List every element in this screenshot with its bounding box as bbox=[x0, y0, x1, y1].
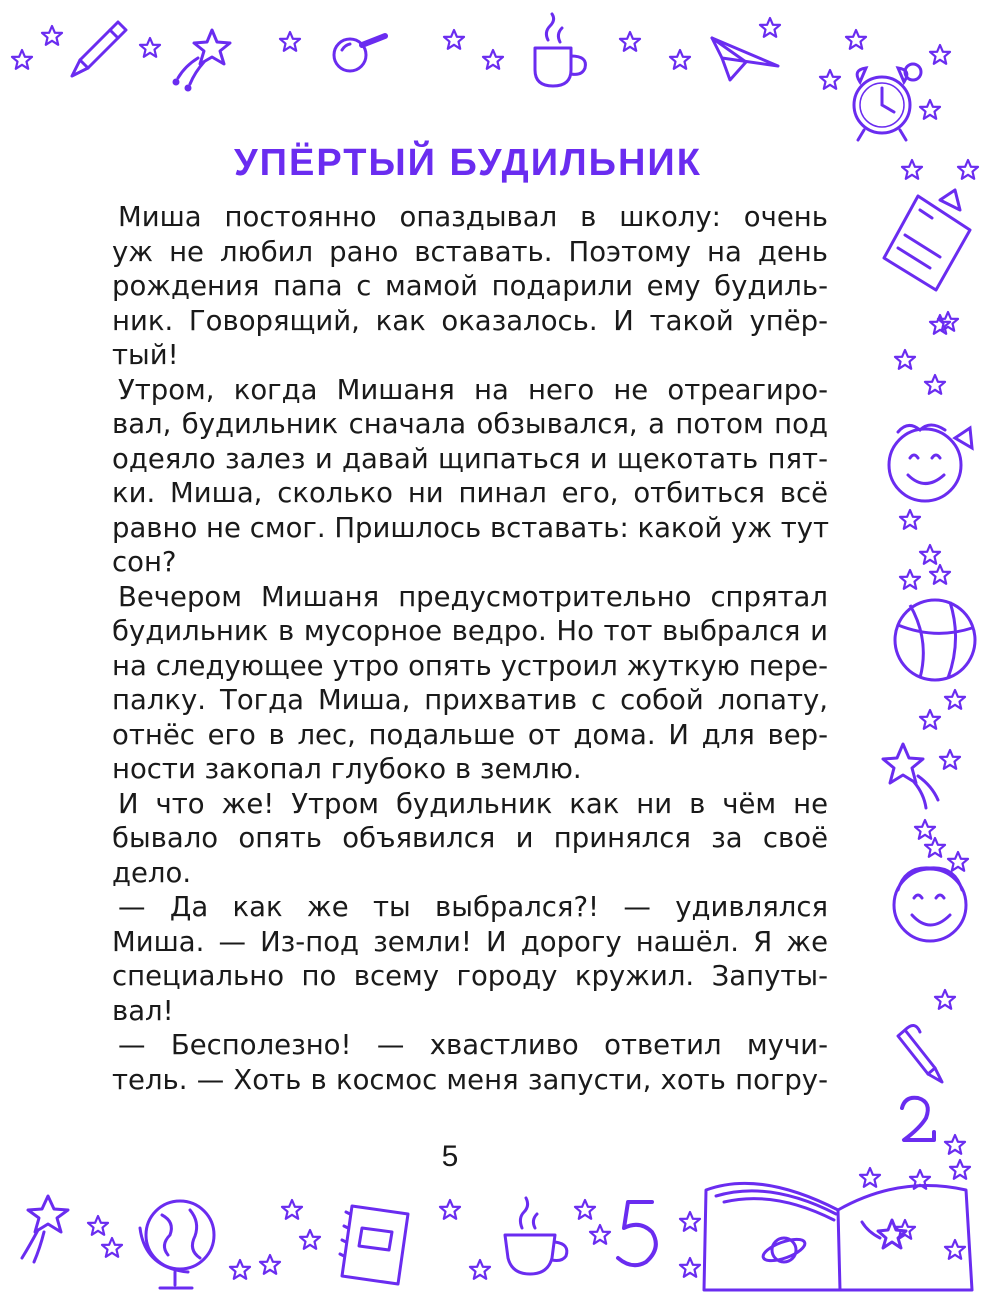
star-icon bbox=[930, 45, 950, 64]
text-line: вал, будильник сначала обзывался, а потом под bbox=[112, 408, 828, 440]
number-five-icon bbox=[618, 1202, 656, 1265]
text-line: на следующее утро опять устроил жуткую пере- bbox=[112, 649, 828, 682]
shooting-star-icon bbox=[22, 1196, 68, 1262]
text-line: Вечером Мишаня предусмотрительно спрятал bbox=[118, 580, 828, 613]
shooting-star-icon bbox=[883, 744, 938, 808]
star-icon bbox=[102, 1238, 122, 1257]
pen-icon bbox=[72, 22, 126, 76]
coffee-cup-icon bbox=[505, 1198, 567, 1274]
paragraph bbox=[112, 787, 828, 891]
star-icon bbox=[230, 1260, 250, 1279]
text-line: тый! bbox=[112, 339, 179, 371]
note-paper-icon bbox=[884, 190, 970, 290]
paragraph bbox=[112, 1028, 828, 1097]
star-icon bbox=[925, 375, 945, 394]
text-line: одеяло залез и давай щипаться и щекотать пят- bbox=[112, 442, 828, 475]
text-line: тель. — Хоть в космос меня запусти, хоть погру- bbox=[112, 1063, 828, 1096]
star-icon bbox=[12, 50, 32, 69]
star-icon bbox=[140, 38, 160, 57]
star-icon bbox=[440, 1200, 460, 1219]
star-icon bbox=[945, 1240, 965, 1259]
star-icon bbox=[895, 350, 915, 369]
boy-face-icon bbox=[894, 868, 966, 941]
star-icon bbox=[900, 510, 920, 529]
star-icon bbox=[945, 1135, 965, 1154]
text-line: ности закопал глубоко в землю. bbox=[112, 753, 582, 785]
star-icon bbox=[670, 50, 690, 69]
star-icon bbox=[680, 1212, 700, 1231]
text-line: И что же! Утром будильник как ни в чём не bbox=[118, 787, 828, 820]
text-line: уж не любил рано вставать. Поэтому на день bbox=[112, 235, 828, 268]
story-title: УПЁРТЫЙ БУДИЛЬНИК bbox=[234, 142, 702, 184]
paragraph bbox=[112, 890, 828, 1028]
text-line: Миша. — Из-под земли! И дорогу нашёл. Я же bbox=[112, 925, 828, 958]
text-line: рождения папа с мамой подарили ему будиль- bbox=[112, 270, 828, 302]
text-line: вал! bbox=[112, 994, 174, 1027]
star-icon bbox=[902, 160, 922, 179]
star-icon bbox=[945, 690, 965, 709]
star-icon bbox=[820, 70, 840, 89]
shooting-star-icon bbox=[174, 30, 230, 90]
star-icon bbox=[846, 30, 866, 49]
text-line: палку. Тогда Миша, прихватив с собой лопату, bbox=[112, 684, 828, 716]
star-icon bbox=[444, 30, 464, 49]
paragraph bbox=[112, 200, 828, 373]
star-icon bbox=[620, 32, 640, 51]
star-icon bbox=[915, 820, 935, 839]
notebook-icon bbox=[340, 1206, 408, 1284]
star-icon bbox=[900, 570, 920, 589]
star-icon bbox=[920, 100, 940, 119]
text-line: отнёс его в лес, подальше от дома. И для вер- bbox=[112, 718, 828, 751]
text-line: специально по всему городу кружил. Запуты- bbox=[112, 960, 828, 992]
star-icon bbox=[42, 26, 62, 45]
star-icon bbox=[575, 1200, 595, 1219]
text-line: бывало опять объявился и принялся за своё bbox=[112, 822, 828, 854]
open-book-icon bbox=[704, 1183, 972, 1290]
star-icon bbox=[590, 1225, 610, 1244]
text-line: — Бесполезно! — хвастливо ответил мучи- bbox=[118, 1029, 828, 1061]
paragraph bbox=[112, 373, 828, 580]
star-icon bbox=[680, 1258, 700, 1277]
star-icon bbox=[940, 750, 960, 769]
star-icon bbox=[88, 1216, 108, 1235]
star-icon bbox=[920, 545, 940, 564]
story-text bbox=[112, 200, 828, 1097]
text-line: сон? bbox=[112, 546, 177, 578]
star-icon bbox=[300, 1230, 320, 1249]
star-icon bbox=[930, 565, 950, 584]
magnifier-icon bbox=[334, 36, 385, 71]
text-line: — Да как же ты выбрался?! — удивлялся bbox=[118, 891, 828, 923]
star-icon bbox=[260, 1255, 280, 1274]
star-icon bbox=[935, 990, 955, 1009]
text-line: Утром, когда Мишаня на него не отреагиро- bbox=[118, 373, 828, 406]
text-line: равно не смог. Пришлось вставать: какой уж тут bbox=[112, 511, 830, 544]
page-number: 5 bbox=[441, 1140, 459, 1173]
star-icon bbox=[948, 852, 968, 871]
ball-icon bbox=[895, 600, 975, 680]
text-line: будильник в мусорное ведро. Но тот выбрался и bbox=[112, 615, 828, 647]
star-icon bbox=[950, 1160, 970, 1179]
star-icon bbox=[958, 160, 978, 179]
star-icon bbox=[470, 1260, 490, 1279]
star-icon bbox=[925, 838, 945, 857]
pen-icon bbox=[898, 1025, 942, 1082]
alarm-clock-icon bbox=[854, 64, 921, 140]
star-icon bbox=[483, 50, 503, 69]
star-icon bbox=[760, 18, 780, 37]
star-icon bbox=[282, 1200, 302, 1219]
girl-face-icon bbox=[889, 425, 972, 501]
text-line: ки. Миша, сколько ни пинал его, отбиться всё bbox=[112, 477, 828, 509]
coffee-cup-icon bbox=[535, 14, 585, 86]
text-line: ник. Говорящий, как оказалось. И такой упёр- bbox=[112, 304, 828, 337]
text-line: Миша постоянно опаздывал в школу: очень bbox=[118, 201, 828, 233]
star-icon bbox=[280, 32, 300, 51]
paper-plane-icon bbox=[712, 38, 778, 80]
globe-icon bbox=[140, 1201, 214, 1288]
number-two-icon bbox=[902, 1098, 934, 1140]
text-line: дело. bbox=[112, 856, 192, 889]
paragraph bbox=[112, 580, 828, 787]
star-icon bbox=[920, 710, 940, 729]
